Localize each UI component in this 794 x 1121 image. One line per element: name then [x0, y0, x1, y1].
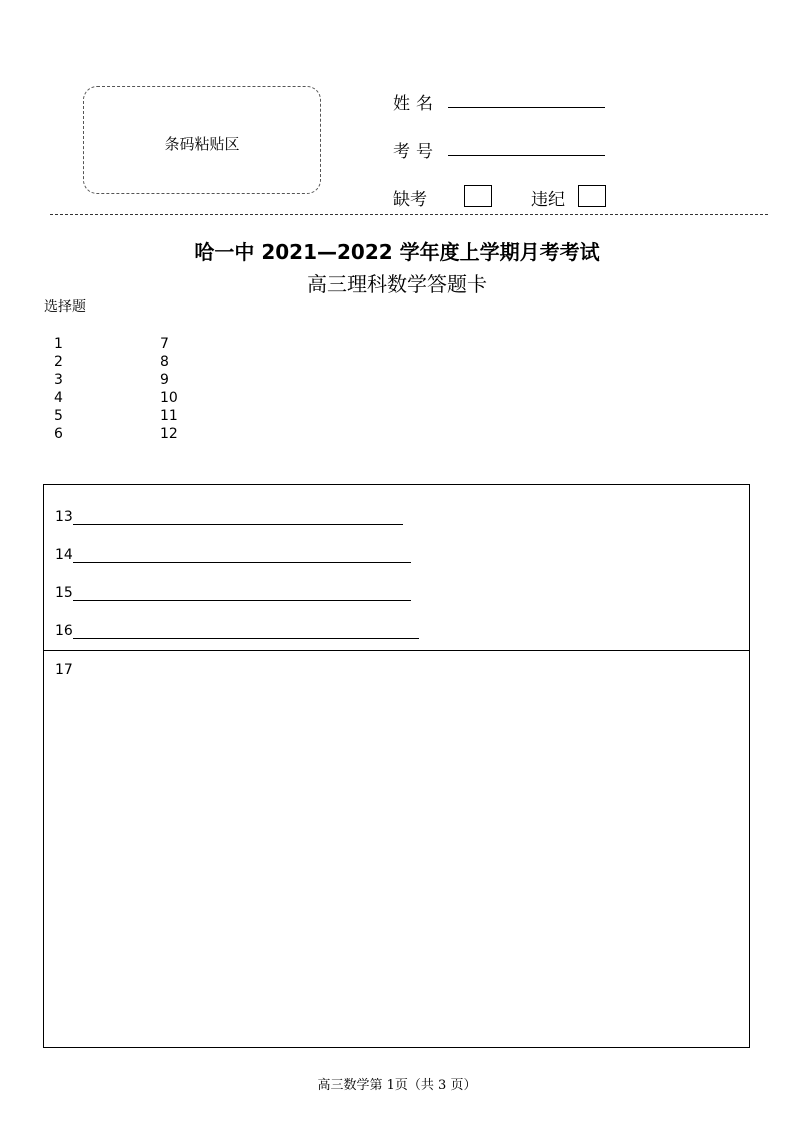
fill-in-item[interactable] [55, 509, 403, 525]
dashed-separator [50, 214, 768, 215]
fill-in-number: 14 [55, 547, 73, 563]
choice-number[interactable]: 4 [54, 390, 63, 406]
absent-checkbox[interactable] [464, 185, 492, 207]
choice-number[interactable]: 3 [54, 372, 63, 388]
page-title: 哈一中 2021—2022 学年度上学期月考考试 [194, 240, 600, 264]
fill-in-section [43, 484, 750, 651]
fill-in-blank[interactable] [73, 624, 419, 639]
fill-in-item[interactable] [55, 585, 411, 601]
absent-label: 缺考 [393, 190, 427, 210]
choice-number[interactable]: 9 [160, 372, 169, 388]
fill-in-number: 15 [55, 585, 73, 601]
fill-in-number: 13 [55, 509, 73, 525]
fill-in-blank[interactable] [73, 548, 411, 563]
fill-in-blank[interactable] [73, 586, 411, 601]
choice-number[interactable]: 8 [160, 354, 169, 370]
fill-in-item[interactable] [55, 547, 411, 563]
name-label: 姓名 [393, 94, 439, 114]
choice-column-left [54, 335, 63, 443]
page-footer: 高三数学第 1页（共 3 页） [317, 1078, 477, 1093]
choice-number[interactable]: 10 [160, 390, 178, 406]
question-number: 17 [55, 662, 73, 678]
violation-checkbox[interactable] [578, 185, 606, 207]
fill-in-blank[interactable] [73, 510, 403, 525]
violation-label: 违纪 [531, 190, 565, 210]
page-subtitle: 高三理科数学答题卡 [307, 272, 487, 296]
barcode-label: 条码粘贴区 [164, 135, 240, 153]
choice-number[interactable]: 2 [54, 354, 63, 370]
choice-number[interactable]: 1 [54, 336, 63, 352]
choice-section-label: 选择题 [44, 299, 86, 315]
choice-number[interactable]: 12 [160, 426, 178, 442]
exam-id-field[interactable] [448, 155, 605, 156]
barcode-area [83, 86, 321, 194]
choice-number[interactable]: 6 [54, 426, 63, 442]
choice-number[interactable]: 7 [160, 336, 169, 352]
choice-column-right [160, 335, 178, 443]
name-field[interactable] [448, 107, 605, 108]
fill-in-item[interactable] [55, 623, 419, 639]
choice-number[interactable]: 11 [160, 408, 178, 424]
exam-id-label: 考号 [393, 142, 439, 162]
choice-number[interactable]: 5 [54, 408, 63, 424]
answer-area-17[interactable] [43, 650, 750, 1048]
fill-in-number: 16 [55, 623, 73, 639]
